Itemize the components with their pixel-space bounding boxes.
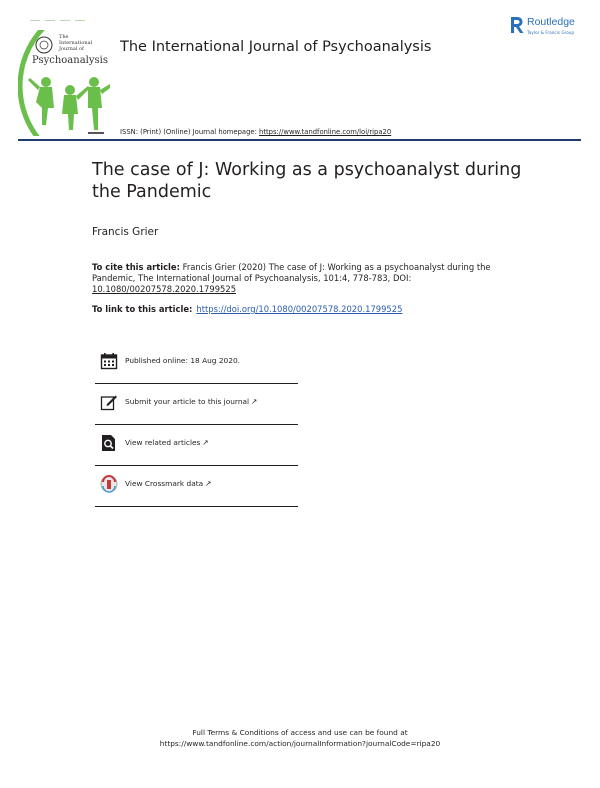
citation-block [92, 262, 492, 295]
issn-label: ISSN: (Print) (Online) Journal homepage: [120, 128, 260, 136]
published-online-row [95, 343, 298, 384]
external-link-icon: ↗ [251, 397, 258, 406]
calendar-icon [100, 352, 118, 370]
related-articles-label: View related articles [125, 438, 201, 447]
journal-homepage-link[interactable]: https://www.tandfonline.com/loi/ripa20 [259, 128, 392, 136]
journal-title[interactable]: The International Journal of Psychoanalysis [120, 39, 432, 55]
routledge-r-icon [510, 16, 524, 34]
link-to-article [92, 304, 402, 314]
cover-title-line: International [59, 40, 93, 46]
crossmark-label: View Crossmark data [125, 479, 204, 488]
article-title: The case of J: Working as a psychoanalyst during the Pandemic [92, 160, 522, 202]
cover-title-line: Psychoanalysis [32, 55, 108, 66]
footer [0, 727, 600, 749]
crossmark-link[interactable] [125, 479, 211, 488]
submit-article-link[interactable] [125, 397, 257, 406]
crossmark-icon [100, 475, 118, 493]
external-link-icon: ↗ [202, 438, 209, 447]
cover-title-line: Journal of [59, 46, 84, 52]
document-search-icon [100, 434, 118, 452]
doi-link[interactable]: 10.1080/00207578.2020.1799525 [92, 284, 237, 294]
footer-terms-text: Full Terms & Conditions of access and use can be found at [192, 728, 408, 737]
crossmark-row[interactable] [95, 466, 298, 507]
related-articles-link[interactable] [125, 438, 209, 447]
publisher-logo[interactable] [510, 16, 590, 38]
cover-title-line: The [59, 34, 69, 40]
top-decoration [30, 20, 105, 23]
journal-cover [18, 30, 110, 136]
article-author: Francis Grier [92, 226, 159, 238]
issn-line [120, 128, 391, 136]
publisher-subtitle: Taylor & Francis Group [527, 30, 575, 35]
article-doi-url[interactable]: https://doi.org/10.1080/00207578.2020.1799525 [196, 304, 403, 314]
header-rule [18, 139, 581, 141]
published-online-label: Published online: 18 Aug 2020. [125, 356, 241, 365]
cite-text: Francis Grier (2020) The case of J: Working as a psychoanalyst during the Pandemic, The International Journal of Psychoanalysis, 101:4, 778-783, DOI: [92, 262, 491, 283]
edit-icon [100, 393, 118, 411]
external-link-icon: ↗ [205, 479, 212, 488]
footer-terms-link[interactable]: https://www.tandfonline.com/action/journalInformation?journalCode=ripa20 [159, 739, 441, 748]
related-articles-row[interactable] [95, 425, 298, 466]
link-label: To link to this article: [92, 304, 193, 314]
submit-article-row[interactable] [95, 384, 298, 425]
submit-article-label: Submit your article to this journal [125, 397, 250, 406]
cite-label: To cite this article: [92, 262, 180, 272]
publisher-name: Routledge [527, 16, 575, 28]
